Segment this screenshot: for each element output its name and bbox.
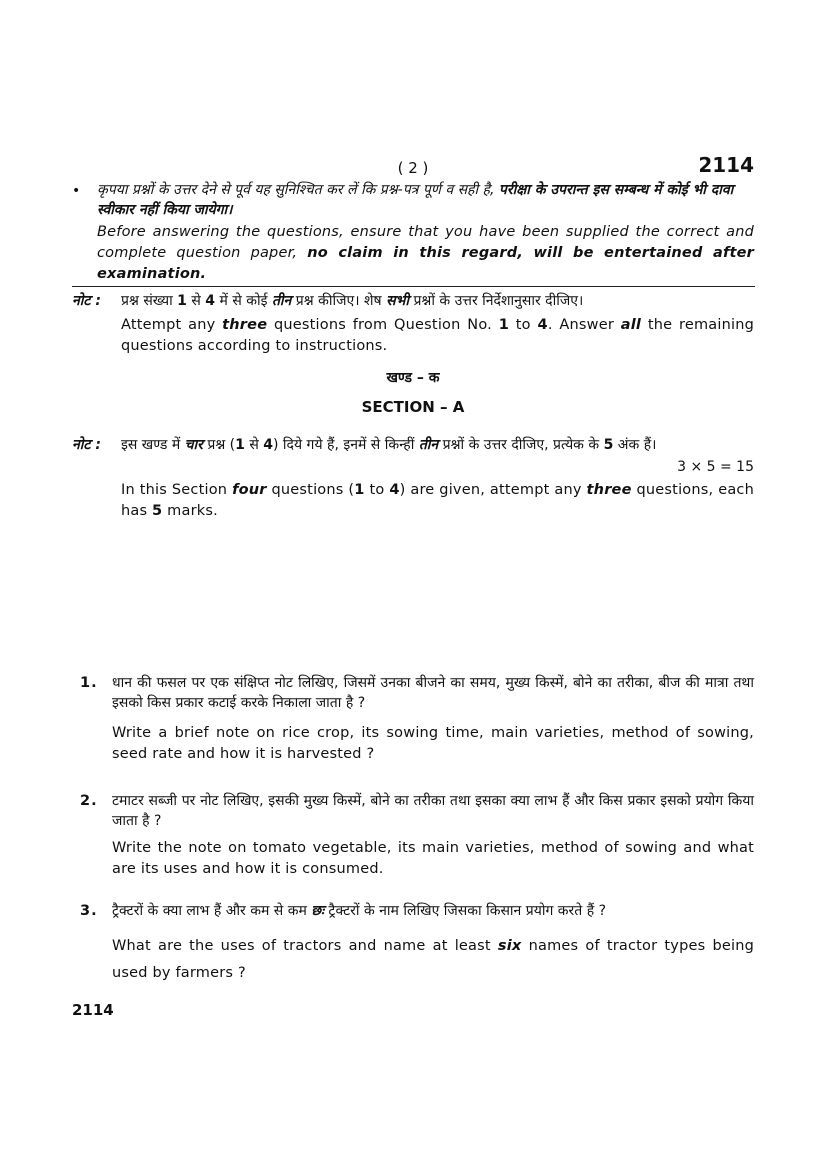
sn-e2: questions (	[271, 482, 355, 498]
sn-hnum2: 4	[263, 437, 274, 453]
q3-e2: names of tractor types being used by farmers ?	[112, 938, 755, 981]
divider-rule	[72, 286, 755, 287]
gn-h1: प्रश्न संख्या	[121, 293, 173, 309]
q3-e1: What are the uses of tractors and name at least	[112, 938, 491, 954]
sn-hb1: चार	[184, 437, 203, 453]
sn-eb1: four	[232, 482, 267, 498]
sn-enum3: 5	[152, 503, 163, 519]
general-note-english	[121, 315, 754, 357]
gn-hnum1: 1	[177, 293, 187, 309]
sn-e5: questions, each has	[121, 482, 754, 519]
sn-h2: प्रश्न (	[207, 437, 236, 453]
sn-enum1: 1	[354, 482, 365, 498]
question-1-number: 1.	[80, 675, 98, 691]
section-note-label: नोट :	[72, 437, 101, 453]
sn-enum2: 4	[389, 482, 400, 498]
question-1-english: Write a brief note on rice crop, its sowing time, main varieties, method of sowing, seed rate and how it is harvested ?	[112, 725, 754, 762]
general-note-hindi	[121, 291, 754, 311]
question-3-hindi	[112, 901, 754, 921]
gn-hb2: सभी	[386, 293, 410, 309]
sn-e3: to	[369, 482, 385, 498]
instruction-hindi-bold: परीक्षा के उपरान्त इस सम्बन्ध में कोई भी दावा स्वीकार नहीं किया जायेगा।	[97, 182, 734, 218]
sn-e1: In this Section	[121, 482, 228, 498]
section-title-hindi: खण्ड – क	[386, 370, 440, 386]
sn-h1: इस खण्ड में	[121, 437, 181, 453]
page-number: ( 2 )	[397, 159, 429, 177]
sn-h6: अंक हैं।	[617, 437, 657, 453]
section-note-hindi	[121, 435, 754, 455]
instruction-english-normal: Before answering the questions, ensure that you have been supplied the correct and complete question paper,	[97, 224, 754, 261]
gn-enum2: 4	[537, 317, 548, 333]
section-title-english: SECTION – A	[361, 398, 465, 416]
gn-eb1: three	[222, 317, 268, 333]
q3-h2: ट्रैक्टरों के नाम लिखिए जिसका किसान प्रयोग करते हैं ?	[328, 903, 607, 919]
sn-hb2: तीन	[418, 437, 439, 453]
sn-h4: ) दिये गये हैं, इनमें से किन्हीं	[273, 437, 415, 453]
gn-e2: questions from Question No.	[274, 317, 492, 333]
gn-h4: प्रश्न कीजिए। शेष	[295, 293, 382, 309]
section-marks: 3 × 5 = 15	[677, 459, 754, 475]
gn-hnum2: 4	[205, 293, 216, 309]
question-3-number: 3.	[80, 903, 98, 919]
section-note-english	[121, 480, 754, 522]
gn-e1: Attempt any	[121, 317, 216, 333]
sn-hnum1: 1	[235, 437, 245, 453]
sn-e6: marks.	[167, 503, 218, 519]
gn-enum1: 1	[498, 317, 510, 333]
gn-e5: the remaining questions according to instructions.	[121, 317, 755, 354]
bullet-icon: •	[72, 183, 81, 199]
gn-h5: प्रश्नों के उत्तर निर्देशानुसार दीजिए।	[413, 293, 584, 309]
gn-e3: to	[515, 317, 531, 333]
paper-code-top: 2114	[698, 153, 754, 177]
instruction-hindi-normal: कृपया प्रश्नों के उत्तर देने से पूर्व यह सुनिश्चित कर लें कि प्रश्न-पत्र पूर्ण व सही है,	[97, 182, 495, 198]
question-3-english	[112, 933, 754, 987]
question-1-hindi: धान की फसल पर एक संक्षिप्त नोट लिखिए, जिसमें उनका बीजने का समय, मुख्य किस्में, बोने का तरीका, बीज की मात्रा तथा इसको किस प्रकार कटाई करके निकाला जाता है ?	[112, 675, 754, 711]
sn-e4: ) are given, attempt any	[399, 482, 582, 498]
gn-h3: में से कोई	[219, 293, 268, 309]
sn-hnum3: 5	[603, 437, 614, 453]
q3-h1: ट्रैक्टरों के क्या लाभ हैं और कम से कम	[112, 903, 307, 919]
q3-eb: six	[497, 938, 522, 954]
paper-code-bottom: 2114	[72, 1001, 114, 1019]
gn-h2: से	[191, 293, 201, 309]
instruction-english	[97, 222, 754, 285]
question-2-hindi: टमाटर सब्जी पर नोट लिखिए, इसकी मुख्य किस्में, बोने का तरीका तथा इसका क्या लाभ हैं और किस प्रकार इसको प्रयोग किया जाता है ?	[112, 793, 754, 829]
sn-eb2: three	[586, 482, 632, 498]
question-2-english: Write the note on tomato vegetable, its main varieties, method of sowing and what are its uses and how it is consumed.	[112, 840, 754, 877]
instruction-hindi	[97, 180, 754, 220]
instruction-english-bold: no claim in this regard, will be entertained after examination.	[97, 245, 754, 282]
gn-hb1: तीन	[271, 293, 292, 309]
q3-hb: छः	[311, 903, 324, 919]
sn-h3: से	[249, 437, 259, 453]
sn-h5: प्रश्नों के उत्तर दीजिए, प्रत्येक के	[442, 437, 600, 453]
general-note-label: नोट :	[72, 293, 101, 309]
gn-e4: . Answer	[547, 317, 614, 333]
gn-eb2: all	[620, 317, 642, 333]
question-2-number: 2.	[80, 793, 98, 809]
